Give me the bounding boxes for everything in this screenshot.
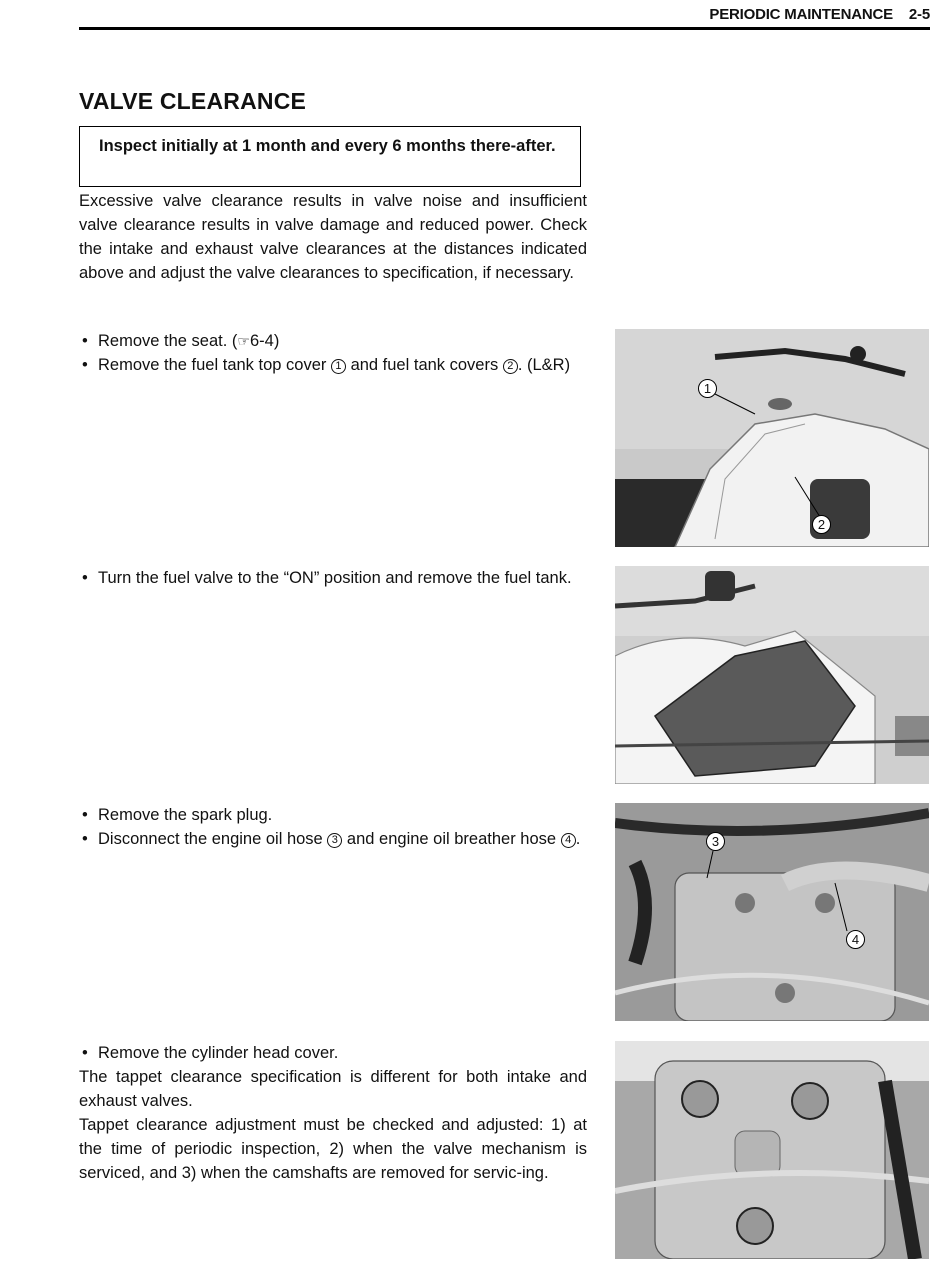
steps-seat-covers [79, 329, 587, 377]
tappet-paragraph-1: The tappet clearance specification is different for both intake and exhaust valves. [79, 1068, 587, 1110]
steps-fuel-valve [79, 566, 587, 590]
steps-head-cover [79, 1041, 587, 1065]
callout-marker: 2 [503, 359, 518, 374]
intro-paragraph: Excessive valve clearance results in valve noise and insufficient valve clearance results in valve damage and reduced power. Check the intake and exhaust valve clearances at the distances indicated above and adjust the valve clearances to specification, if necessary. [79, 192, 587, 282]
header-rule [79, 27, 930, 30]
photo-fuel-tank-covers [615, 329, 929, 547]
reference-page: 6-4 [249, 332, 274, 350]
callout-4: 4 [846, 930, 865, 949]
section-title: PERIODIC MAINTENANCE [709, 6, 893, 23]
list-item: • Remove the cylinder head cover. [82, 1044, 339, 1062]
inspection-note-box [79, 126, 581, 187]
tappet-paragraph-2: Tappet clearance adjustment must be checked and adjusted: 1) at the time of periodic inspection, 2) when the valve mechanism is serviced, and 3) when the camshafts are removed for servic-ing. [79, 1116, 587, 1182]
callout-marker: 4 [561, 833, 576, 848]
page-header [80, 6, 930, 28]
list-item: • Disconnect the engine oil hose 3 and engine oil breather hose 4 . [82, 830, 581, 848]
list-item: • Turn the fuel valve to the “ON” position and remove the fuel tank. [82, 569, 572, 587]
callout-2: 2 [812, 515, 831, 534]
reference-hand-icon: ☞ [237, 333, 250, 349]
callout-1: 1 [698, 379, 717, 398]
list-item: • Remove the fuel tank top cover 1 and fuel tank covers 2 . (L&R) [82, 356, 571, 374]
callout-marker: 3 [327, 833, 342, 848]
photo-fuel-tank-removal [615, 566, 929, 784]
callout-3: 3 [706, 832, 725, 851]
page-number: 2-5 [908, 6, 930, 23]
steps-spark-hoses [79, 803, 587, 851]
callout-marker: 1 [331, 359, 346, 374]
photo-cylinder-head-cover [615, 1041, 929, 1259]
photo-oil-hoses [615, 803, 929, 1021]
page-title: VALVE CLEARANCE [79, 88, 307, 114]
list-item: • Remove the seat. (☞6-4) [79, 329, 587, 353]
inspection-note-text: Inspect initially at 1 month and every 6 months there-after. [99, 137, 556, 155]
list-item: • Remove the spark plug. [82, 806, 273, 824]
